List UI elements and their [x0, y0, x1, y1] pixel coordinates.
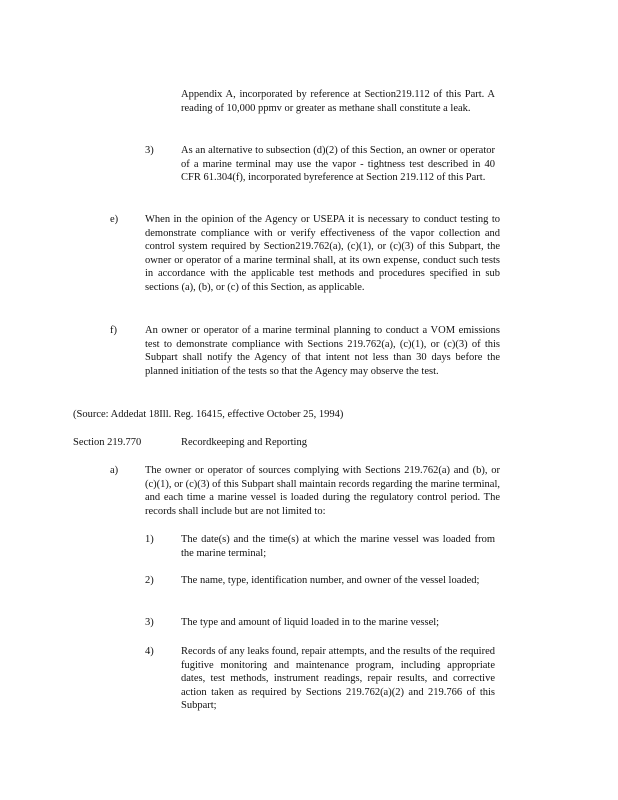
- subitem-4-label: 4): [145, 646, 154, 657]
- subitem-3-label: 3): [145, 617, 154, 628]
- section-title: Recordkeeping and Reporting: [181, 437, 307, 448]
- section-number: Section 219.770: [73, 437, 142, 448]
- subitem-2-label: 2): [145, 575, 154, 586]
- item-f-text: An owner or operator of a marine terminal planning to conduct a VOM emissions test to demonstrate compliance with Sections 219.762(a), (c)(1), or (c)(3) of this Subpart shall notify the Agency of that intent not less than 30 days before the planned initiation of the tests so that the Agency may observe the test.: [145, 325, 500, 377]
- subitem-1-text: The date(s) and the time(s) at which the marine vessel was loaded from the marine terminal;: [181, 534, 495, 559]
- item-f-label: f): [110, 325, 117, 336]
- item-3-label: 3): [145, 145, 154, 156]
- item-e-label: e): [110, 214, 119, 225]
- item-a-label: a): [110, 465, 119, 476]
- continued-paragraph: Appendix A, incorporated by reference at Section219.112 of this Part. A reading of 10,000 ppmv or greater as methane shall constitute a leak.: [181, 89, 495, 114]
- subitem-3-text: The type and amount of liquid loaded in to the marine vessel;: [181, 617, 440, 628]
- subitem-2-text: The name, type, identification number, and owner of the vessel loaded;: [181, 575, 480, 586]
- item-a-text: The owner or operator of sources complying with Sections 219.762(a) and (b), or (c)(1), or (c)(3) of this Subpart shall maintain records regarding the marine terminal, and each time a marine vessel is loaded during the regulatory control period. The records shall include but are not limited to:: [145, 465, 500, 517]
- source-note: (Source: Addedat 18Ill. Reg. 16415, effective October 25, 1994): [73, 409, 344, 420]
- item-3-text: As an alternative to subsection (d)(2) of this Section, an owner or operator of a marine terminal may use the vapor - tightness test described in 40 CFR 61.304(f), incorporated byreference at Section 219.112 of this Part.: [181, 145, 495, 184]
- item-e-text: When in the opinion of the Agency or USEPA it is necessary to conduct testing to demonstrate compliance with or verify effectiveness of the vapor collection and control system required by Section219.762(a), (c)(1), or (c)(3) of this Subpart, the owner or operator of a marine terminal shall, at its own expense, conduct such tests in accordance with the applicable test methods and procedures specified in sub sections (a), (b), or (c) of this Section, as applicable.: [145, 214, 500, 293]
- subitem-1-label: 1): [145, 534, 154, 545]
- subitem-4-text: Records of any leaks found, repair attempts, and the results of the required fugitive monitoring and maintenance program, including appropriate dates, test methods, instrument readings, repair results, and corrective action taken as required by Sections 219.762(a)(2) and 219.766 of this Subpart;: [181, 646, 495, 712]
